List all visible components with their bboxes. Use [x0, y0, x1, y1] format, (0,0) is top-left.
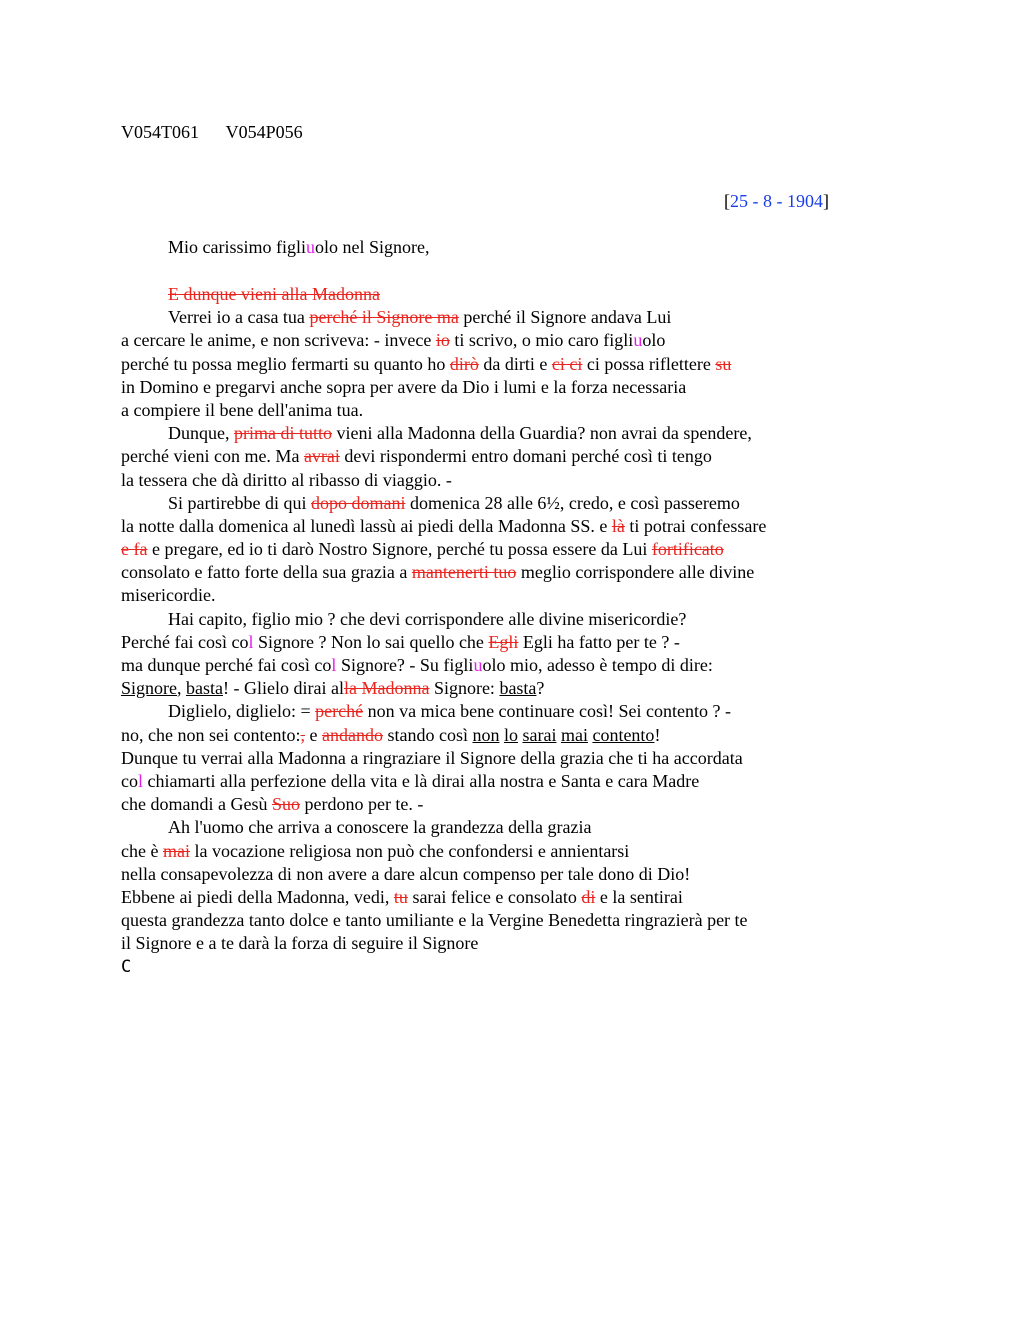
- underlined-text: lo: [503, 724, 518, 745]
- text-segment: chiamarti alla perfezione della vita e là dirai alla nostra e Santa e cara Madre: [143, 770, 700, 791]
- text-line: [121, 353, 861, 376]
- deleted-text: ,: [300, 724, 305, 745]
- text-segment: ,: [177, 678, 186, 699]
- inserted-correction: u: [633, 330, 643, 351]
- deleted-text: E dunque vieni alla Madonna: [168, 284, 380, 304]
- deleted-text: là: [611, 515, 625, 536]
- deleted-text: prima di tutto: [234, 423, 332, 444]
- deleted-text: Suo: [271, 794, 300, 815]
- text-segment: perdono per te. -: [299, 794, 424, 815]
- text-line: [121, 886, 861, 909]
- text-segment: olo: [642, 330, 666, 351]
- text-segment: questa grandezza tanto dolce e tanto umiliante e la Vergine Benedetta ringrazierà per te: [121, 910, 748, 931]
- inserted-correction: l: [331, 655, 337, 675]
- text-segment: ! - Glielo dirai al: [222, 678, 344, 699]
- text-segment: olo mio, adesso è tempo di dire:: [482, 655, 713, 675]
- date-value: 25 - 8 - 1904: [730, 191, 823, 211]
- underlined-text: basta: [186, 678, 223, 699]
- text-line: [121, 654, 861, 677]
- text-segment: stando così: [382, 724, 473, 745]
- text-segment: meglio corrispondere alle divine: [516, 562, 755, 583]
- text-segment: a cercare le anime, e non scriveva: - invece: [121, 330, 436, 351]
- text-line: [121, 422, 861, 445]
- text-segment: consolato e fatto forte della sua grazia a: [121, 562, 412, 583]
- text-segment: sarai felice e consolato: [407, 886, 582, 907]
- deleted-text: su: [715, 353, 732, 374]
- text-segment: co: [121, 770, 138, 791]
- underlined-text: mai: [560, 724, 588, 745]
- text-segment: e: [304, 724, 322, 745]
- text-line: [121, 770, 861, 793]
- text-segment: Ah l'uomo che arriva a conoscere la grandezza della grazia: [168, 817, 592, 838]
- text-segment: devi rispondermi entro domani perché così ti tengo: [339, 446, 712, 467]
- deleted-text: e fa: [121, 539, 148, 560]
- text-line: [121, 538, 861, 561]
- inserted-correction: l: [248, 631, 254, 652]
- text-line: [121, 492, 861, 515]
- salutation-correction: u: [306, 237, 315, 257]
- text-segment: in Domino e pregarvi anche sopra per avere da Dio i lumi e la forza necessaria: [121, 376, 687, 397]
- inserted-correction: l: [138, 770, 144, 791]
- text-segment: misericordie.: [121, 585, 216, 606]
- text-segment: Signore ? Non lo sai quello che: [253, 631, 489, 652]
- deleted-text: dirò: [449, 353, 479, 374]
- text-segment: ?: [536, 678, 545, 699]
- text-line: [121, 724, 861, 747]
- text-segment: Signore? - Su figli: [336, 655, 474, 675]
- date-bracket-open: [: [724, 191, 730, 211]
- deleted-text: la Madonna: [343, 678, 430, 699]
- deleted-text: mantenerti tuo: [411, 562, 517, 583]
- deleted-text: Egli: [488, 631, 519, 652]
- text-segment: perché vieni con me. Ma: [121, 446, 304, 467]
- text-line: [121, 584, 861, 607]
- text-segment: e la sentirai: [595, 886, 683, 907]
- text-segment: ci possa riflettere: [582, 353, 716, 374]
- text-line: [121, 816, 861, 839]
- text-line: [121, 793, 861, 816]
- text-segment: Ebbene ai piedi della Madonna, vedi,: [121, 886, 394, 907]
- text-line: [121, 747, 861, 770]
- text-segment: perché il Signore andava Lui: [458, 307, 672, 328]
- text-segment: la vocazione religiosa non può che confondersi e annientarsi: [189, 840, 630, 861]
- text-segment: a compiere il bene dell'anima tua.: [121, 399, 364, 420]
- document-ids: V054T061 V054P056: [121, 122, 303, 142]
- text-segment: da dirti e: [478, 353, 552, 374]
- text-segment: la tessera che dà diritto al ribasso di viaggio. -: [121, 469, 452, 490]
- text-line: [121, 469, 861, 492]
- deleted-text: andando: [321, 724, 383, 745]
- deleted-text: mai: [162, 840, 190, 861]
- text-segment: la notte dalla domenica al lunedì lassù ai piedi della Madonna SS. e: [121, 515, 612, 536]
- text-segment: Egli ha fatto per te ? -: [518, 631, 680, 652]
- text-line: [121, 955, 861, 978]
- text-line: [121, 329, 861, 352]
- deleted-text: fortificato: [651, 539, 724, 560]
- deleted-text: io: [435, 330, 450, 351]
- deleted-text: dopo domani: [310, 492, 406, 513]
- text-line: [121, 561, 861, 584]
- text-segment: Diglielo, diglielo: =: [168, 701, 316, 722]
- underlined-text: sarai: [522, 724, 557, 745]
- text-line: [121, 677, 861, 700]
- text-segment: nella consapevolezza di non avere a dare alcun compenso per tale dono di Dio!: [121, 863, 691, 884]
- text-segment: ti potrai confessare: [624, 515, 767, 536]
- text-segment: e pregare, ed io ti darò Nostro Signore, perché tu possa essere da Lui: [147, 539, 652, 560]
- marginal-mark: C: [121, 957, 132, 978]
- underlined-text: basta: [499, 678, 537, 699]
- deleted-text: avrai: [303, 446, 340, 467]
- text-line: [121, 399, 861, 422]
- deleted-text: perché il Signore ma: [309, 307, 459, 328]
- text-line: [121, 863, 861, 886]
- deleted-text: perché: [315, 701, 364, 722]
- inserted-correction: u: [473, 655, 483, 675]
- text-segment: che è: [121, 840, 163, 861]
- deleted-text: di: [581, 886, 596, 907]
- text-line: [121, 608, 861, 631]
- text-line: [121, 306, 861, 329]
- text-segment: domenica 28 alle 6½, credo, e così passeremo: [405, 492, 740, 513]
- text-line: [121, 932, 861, 955]
- date-bracket-close: ]: [823, 191, 829, 211]
- text-segment: ti scrivo, o mio caro figli: [449, 330, 634, 351]
- text-segment: Si partirebbe di qui: [168, 492, 311, 513]
- text-segment: Signore:: [429, 678, 500, 699]
- salutation-part: Mio carissimo figli: [168, 237, 306, 257]
- text-line: [121, 700, 861, 723]
- letter-body: [121, 283, 861, 979]
- text-segment: Hai capito, figlio mio ? che devi corrispondere alle divine misericordie?: [168, 608, 687, 629]
- underlined-text: contento: [592, 724, 655, 745]
- text-segment: Perché fai così co: [121, 631, 249, 652]
- text-segment: Dunque tu verrai alla Madonna a ringraziare il Signore della grazia che ti ha accordata: [121, 747, 743, 768]
- underlined-text: non: [472, 724, 500, 745]
- text-segment: ma dunque perché fai così co: [121, 655, 332, 675]
- text-line: [121, 283, 861, 306]
- text-line: [121, 515, 861, 538]
- text-segment: che domandi a Gesù: [121, 794, 272, 815]
- deleted-text: tu: [393, 886, 408, 907]
- text-segment: Verrei io a casa tua: [168, 307, 310, 328]
- text-segment: perché tu possa meglio fermarti su quanto ho: [121, 353, 450, 374]
- underlined-text: Signore: [121, 678, 177, 699]
- text-segment: vieni alla Madonna della Guardia? non avrai da spendere,: [332, 423, 752, 444]
- text-segment: non va mica bene continuare così! Sei contento ? -: [363, 701, 731, 722]
- text-segment: il Signore e a te darà la forza di seguire il Signore: [121, 933, 479, 954]
- letter-date: [724, 190, 829, 212]
- salutation: [168, 236, 430, 259]
- salutation-part: olo nel Signore,: [315, 237, 430, 257]
- text-segment: !: [654, 724, 661, 745]
- text-line: [121, 376, 861, 399]
- text-segment: Dunque,: [168, 423, 234, 444]
- deleted-text: ci ci: [551, 353, 583, 374]
- text-line: [121, 445, 861, 468]
- text-segment: no, che non sei contento:: [121, 724, 301, 745]
- text-line: [121, 840, 861, 863]
- text-line: [121, 909, 861, 932]
- text-line: [121, 631, 861, 654]
